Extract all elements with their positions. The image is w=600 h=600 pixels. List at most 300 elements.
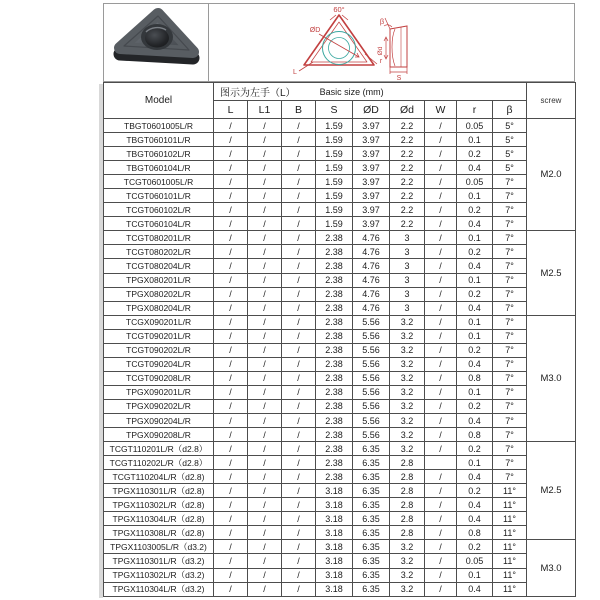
value-cell: / [214, 357, 248, 371]
table-row [104, 526, 576, 540]
value-cell: 3.2 [390, 315, 425, 329]
value-cell: 6.35 [353, 540, 390, 554]
model-cell: TPGX080201L/R [104, 273, 214, 287]
value-cell: / [214, 554, 248, 568]
value-cell: 7° [493, 203, 527, 217]
value-cell: 2.8 [390, 470, 425, 484]
value-cell: 11° [493, 498, 527, 512]
value-cell: / [425, 554, 457, 568]
value-cell: / [282, 147, 316, 161]
value-cell: / [214, 498, 248, 512]
value-cell: / [248, 287, 282, 301]
value-cell: 1.59 [316, 175, 353, 189]
value-cell: 0.4 [457, 217, 493, 231]
model-cell: TPGX110302L/R（d3.2) [104, 568, 214, 582]
value-cell: 0.2 [457, 442, 493, 456]
basic-size-header [214, 83, 527, 101]
table-row [104, 287, 576, 301]
value-cell: / [282, 189, 316, 203]
value-cell: 3 [390, 287, 425, 301]
value-cell: 0.1 [457, 189, 493, 203]
value-cell: / [214, 484, 248, 498]
value-cell: / [248, 273, 282, 287]
table-row [104, 371, 576, 385]
table-row [104, 357, 576, 371]
value-cell: 7° [493, 175, 527, 189]
value-cell: / [282, 540, 316, 554]
value-cell: 5° [493, 147, 527, 161]
value-cell: 0.4 [457, 413, 493, 427]
value-cell: / [214, 526, 248, 540]
table-row [104, 399, 576, 413]
value-cell: 0.2 [457, 203, 493, 217]
value-cell: 3.2 [390, 568, 425, 582]
model-cell: TBGT060102L/R [104, 147, 214, 161]
value-cell: / [282, 231, 316, 245]
value-cell: / [282, 484, 316, 498]
screw-column-header: screw [527, 83, 576, 119]
value-cell: 2.38 [316, 301, 353, 315]
technical-drawing-cell [209, 4, 574, 81]
value-cell: 3.2 [390, 399, 425, 413]
value-cell: 3.18 [316, 554, 353, 568]
value-cell: 3.2 [390, 371, 425, 385]
header-row-1 [104, 83, 576, 101]
model-column-header: Model [104, 83, 214, 119]
model-cell: TBGT0601005L/R [104, 119, 214, 133]
screw-group-cell: M2.5 [527, 442, 576, 540]
value-cell: / [214, 189, 248, 203]
value-cell: 7° [493, 428, 527, 442]
value-cell: / [214, 385, 248, 399]
value-cell: / [282, 203, 316, 217]
value-cell: 0.4 [457, 512, 493, 526]
value-cell: / [425, 147, 457, 161]
value-cell: 0.1 [457, 315, 493, 329]
table-row [104, 161, 576, 175]
value-cell: 7° [493, 456, 527, 470]
value-cell: / [214, 399, 248, 413]
value-cell: / [425, 231, 457, 245]
value-cell: 1.59 [316, 119, 353, 133]
value-cell: 2.8 [390, 526, 425, 540]
value-cell: 3 [390, 259, 425, 273]
value-cell: 2.2 [390, 175, 425, 189]
value-cell: / [282, 343, 316, 357]
value-cell: / [248, 512, 282, 526]
product-photo-cell [104, 4, 209, 81]
value-cell: / [425, 259, 457, 273]
value-cell: / [248, 217, 282, 231]
value-cell: / [425, 357, 457, 371]
model-cell: TPGX080204L/R [104, 301, 214, 315]
value-cell: 5.56 [353, 315, 390, 329]
value-cell: 5.56 [353, 413, 390, 427]
value-cell: / [214, 329, 248, 343]
value-cell: 4.76 [353, 259, 390, 273]
value-cell: 3 [390, 231, 425, 245]
value-cell: 6.35 [353, 456, 390, 470]
value-cell: 2.8 [390, 484, 425, 498]
value-cell: 3.2 [390, 385, 425, 399]
value-cell: / [248, 568, 282, 582]
value-cell: / [425, 217, 457, 231]
value-cell: 6.35 [353, 582, 390, 596]
value-cell: / [282, 456, 316, 470]
value-cell: 3.97 [353, 161, 390, 175]
value-cell: 3.18 [316, 582, 353, 596]
value-cell: 0.1 [457, 231, 493, 245]
value-cell: / [214, 147, 248, 161]
value-cell: / [282, 301, 316, 315]
value-cell: 3.2 [390, 582, 425, 596]
value-cell: 7° [493, 413, 527, 427]
value-cell: 3.97 [353, 147, 390, 161]
col-header-Od: Ød [390, 101, 425, 119]
table-row [104, 329, 576, 343]
value-cell: / [425, 540, 457, 554]
value-cell: / [248, 343, 282, 357]
value-cell: 2.2 [390, 161, 425, 175]
value-cell: / [214, 273, 248, 287]
value-cell: 3.97 [353, 133, 390, 147]
value-cell: / [214, 287, 248, 301]
table-row [104, 498, 576, 512]
left-hand-note: 图示为左手（L） [220, 88, 296, 99]
dim-r-label: r [379, 58, 383, 65]
value-cell: 2.38 [316, 273, 353, 287]
value-cell: 2.38 [316, 456, 353, 470]
value-cell: / [425, 470, 457, 484]
col-header-r: r [457, 101, 493, 119]
value-cell: 2.2 [390, 203, 425, 217]
value-cell: / [282, 119, 316, 133]
table-row [104, 133, 576, 147]
value-cell: / [425, 315, 457, 329]
value-cell: / [248, 147, 282, 161]
value-cell: 3.97 [353, 189, 390, 203]
value-cell: 7° [493, 273, 527, 287]
value-cell: 5.56 [353, 371, 390, 385]
model-cell: TCGT090204L/R [104, 357, 214, 371]
value-cell: / [214, 582, 248, 596]
value-cell: 3.18 [316, 512, 353, 526]
value-cell: 0.8 [457, 526, 493, 540]
value-cell: 4.76 [353, 287, 390, 301]
value-cell: 2.38 [316, 357, 353, 371]
table-row [104, 568, 576, 582]
screw-group-cell: M2.0 [527, 119, 576, 231]
value-cell: 2.38 [316, 385, 353, 399]
value-cell: 2.38 [316, 343, 353, 357]
value-cell: / [425, 484, 457, 498]
value-cell: / [248, 371, 282, 385]
insert-photo-icon [104, 4, 208, 81]
value-cell: / [425, 175, 457, 189]
value-cell: / [425, 568, 457, 582]
value-cell: 3.18 [316, 568, 353, 582]
value-cell: 7° [493, 287, 527, 301]
value-cell: 5.56 [353, 385, 390, 399]
value-cell: / [425, 399, 457, 413]
value-cell: / [282, 385, 316, 399]
value-cell: 0.1 [457, 273, 493, 287]
value-cell: / [425, 273, 457, 287]
table-row [104, 301, 576, 315]
value-cell: 3.2 [390, 442, 425, 456]
value-cell: 2.38 [316, 259, 353, 273]
value-cell: 0.4 [457, 259, 493, 273]
value-cell: 1.59 [316, 203, 353, 217]
value-cell: / [248, 133, 282, 147]
value-cell: / [214, 217, 248, 231]
value-cell: 6.35 [353, 554, 390, 568]
value-cell: 0.1 [457, 568, 493, 582]
value-cell: 0.05 [457, 175, 493, 189]
col-header-L: L [214, 101, 248, 119]
dim-odd-label: Ød [377, 46, 384, 56]
table-row [104, 273, 576, 287]
value-cell: / [425, 512, 457, 526]
value-cell: / [282, 526, 316, 540]
value-cell: / [248, 231, 282, 245]
value-cell: / [214, 428, 248, 442]
value-cell: 6.35 [353, 568, 390, 582]
value-cell: 11° [493, 526, 527, 540]
value-cell: 7° [493, 217, 527, 231]
value-cell: 6.35 [353, 526, 390, 540]
value-cell: / [282, 498, 316, 512]
value-cell: / [214, 301, 248, 315]
dim-angle-label: 60° [333, 5, 345, 14]
dimension-drawing [209, 4, 574, 81]
value-cell: / [282, 568, 316, 582]
value-cell: / [214, 442, 248, 456]
value-cell: / [214, 413, 248, 427]
value-cell: / [282, 399, 316, 413]
value-cell: 4.76 [353, 231, 390, 245]
value-cell: 5.56 [353, 343, 390, 357]
value-cell: 0.2 [457, 245, 493, 259]
value-cell: 6.35 [353, 442, 390, 456]
value-cell: 7° [493, 399, 527, 413]
model-cell: TBGT060104L/R [104, 161, 214, 175]
model-cell: TCGT060101L/R [104, 189, 214, 203]
model-cell: TCGT060104L/R [104, 217, 214, 231]
value-cell: / [425, 189, 457, 203]
value-cell: / [248, 456, 282, 470]
value-cell: 0.05 [457, 119, 493, 133]
model-cell: TCGT080204L/R [104, 259, 214, 273]
value-cell: 0.4 [457, 498, 493, 512]
screw-group-cell: M3.0 [527, 315, 576, 441]
value-cell: 0.8 [457, 371, 493, 385]
value-cell: 6.35 [353, 484, 390, 498]
value-cell: 2.2 [390, 217, 425, 231]
value-cell: 5.56 [353, 428, 390, 442]
value-cell: / [248, 428, 282, 442]
value-cell: 2.8 [390, 512, 425, 526]
col-header-B: B [282, 101, 316, 119]
value-cell: / [248, 470, 282, 484]
table-row [104, 119, 576, 133]
value-cell: 3.2 [390, 428, 425, 442]
value-cell: / [425, 428, 457, 442]
value-cell: 1.59 [316, 133, 353, 147]
value-cell: 7° [493, 259, 527, 273]
top-section [103, 3, 575, 82]
value-cell: / [282, 554, 316, 568]
value-cell: / [214, 203, 248, 217]
value-cell: 7° [493, 385, 527, 399]
col-header-S: S [316, 101, 353, 119]
value-cell: 7° [493, 315, 527, 329]
model-cell: TCGT110202L/R（d2.8） [104, 456, 214, 470]
value-cell: 0.1 [457, 329, 493, 343]
table-row [104, 259, 576, 273]
table-row [104, 512, 576, 526]
value-cell: 2.38 [316, 231, 353, 245]
value-cell: / [248, 315, 282, 329]
value-cell: 5° [493, 161, 527, 175]
value-cell: 11° [493, 484, 527, 498]
table-row [104, 385, 576, 399]
value-cell: / [282, 470, 316, 484]
value-cell: 2.38 [316, 371, 353, 385]
table-row [104, 540, 576, 554]
model-cell: TPGX110302L/R（d2.8) [104, 498, 214, 512]
value-cell: 2.2 [390, 133, 425, 147]
col-header-OD: ØD [353, 101, 390, 119]
model-cell: TPGX110301L/R（d3.2) [104, 554, 214, 568]
value-cell: 11° [493, 582, 527, 596]
value-cell: 4.76 [353, 245, 390, 259]
col-header-W: W [425, 101, 457, 119]
value-cell: 2.38 [316, 413, 353, 427]
model-cell: TCGT080202L/R [104, 245, 214, 259]
value-cell: / [248, 540, 282, 554]
model-cell: TCGT090201L/R [104, 329, 214, 343]
value-cell: / [214, 456, 248, 470]
value-cell: / [425, 343, 457, 357]
model-cell: TCGT090208L/R [104, 371, 214, 385]
table-row [104, 554, 576, 568]
value-cell: / [248, 245, 282, 259]
value-cell: / [425, 371, 457, 385]
value-cell: 3.18 [316, 540, 353, 554]
value-cell: 0.8 [457, 428, 493, 442]
spec-table [103, 82, 576, 597]
screw-group-cell: M3.0 [527, 540, 576, 597]
value-cell [425, 456, 457, 470]
value-cell: / [425, 245, 457, 259]
value-cell: / [425, 329, 457, 343]
value-cell: / [425, 385, 457, 399]
value-cell: 1.59 [316, 189, 353, 203]
value-cell: / [214, 245, 248, 259]
model-cell: TPGX090204L/R [104, 413, 214, 427]
value-cell: 11° [493, 568, 527, 582]
value-cell: / [282, 371, 316, 385]
value-cell: / [282, 175, 316, 189]
col-header-L1: L1 [248, 101, 282, 119]
value-cell: 11° [493, 512, 527, 526]
value-cell: 11° [493, 554, 527, 568]
table-row [104, 245, 576, 259]
value-cell: 2.2 [390, 189, 425, 203]
value-cell: / [214, 161, 248, 175]
value-cell: 1.59 [316, 217, 353, 231]
value-cell: / [214, 133, 248, 147]
value-cell: / [248, 189, 282, 203]
value-cell: 0.2 [457, 287, 493, 301]
value-cell: 1.59 [316, 161, 353, 175]
value-cell: 4.76 [353, 273, 390, 287]
value-cell: / [282, 413, 316, 427]
value-cell: 0.4 [457, 357, 493, 371]
value-cell: / [282, 582, 316, 596]
model-cell: TCGT090202L/R [104, 343, 214, 357]
model-cell: TCGT080201L/R [104, 231, 214, 245]
value-cell: 0.2 [457, 540, 493, 554]
value-cell: 7° [493, 470, 527, 484]
value-cell: 1.59 [316, 147, 353, 161]
value-cell: / [425, 498, 457, 512]
value-cell: 6.35 [353, 470, 390, 484]
value-cell: / [248, 175, 282, 189]
value-cell: / [248, 385, 282, 399]
value-cell: 2.38 [316, 399, 353, 413]
value-cell: 3.2 [390, 554, 425, 568]
model-cell: TPGX110301L/R（d2.8) [104, 484, 214, 498]
value-cell: 7° [493, 442, 527, 456]
value-cell: / [282, 329, 316, 343]
value-cell: 7° [493, 329, 527, 343]
value-cell: / [248, 329, 282, 343]
value-cell: 5.56 [353, 329, 390, 343]
value-cell: / [282, 217, 316, 231]
value-cell: / [425, 526, 457, 540]
value-cell: 0.4 [457, 161, 493, 175]
value-cell: 2.38 [316, 287, 353, 301]
value-cell: / [214, 568, 248, 582]
value-cell: / [214, 470, 248, 484]
value-cell: / [282, 273, 316, 287]
value-cell: 3 [390, 301, 425, 315]
model-cell: TPGX110304L/R（d3.2) [104, 582, 214, 596]
value-cell: 5° [493, 133, 527, 147]
table-row [104, 315, 576, 329]
value-cell: / [282, 512, 316, 526]
value-cell: 4.76 [353, 301, 390, 315]
model-cell: TPGX090202L/R [104, 399, 214, 413]
model-cell: TPGX090208L/R [104, 428, 214, 442]
value-cell: / [214, 175, 248, 189]
value-cell: 3.18 [316, 498, 353, 512]
value-cell: / [248, 442, 282, 456]
value-cell: / [248, 259, 282, 273]
value-cell: 3.97 [353, 217, 390, 231]
value-cell: / [425, 203, 457, 217]
value-cell: / [282, 161, 316, 175]
value-cell: 2.38 [316, 428, 353, 442]
value-cell: / [248, 357, 282, 371]
dim-l-label: L [293, 69, 297, 76]
table-row [104, 147, 576, 161]
value-cell: / [282, 315, 316, 329]
model-cell: TCGX090201L/R [104, 315, 214, 329]
value-cell: / [282, 357, 316, 371]
